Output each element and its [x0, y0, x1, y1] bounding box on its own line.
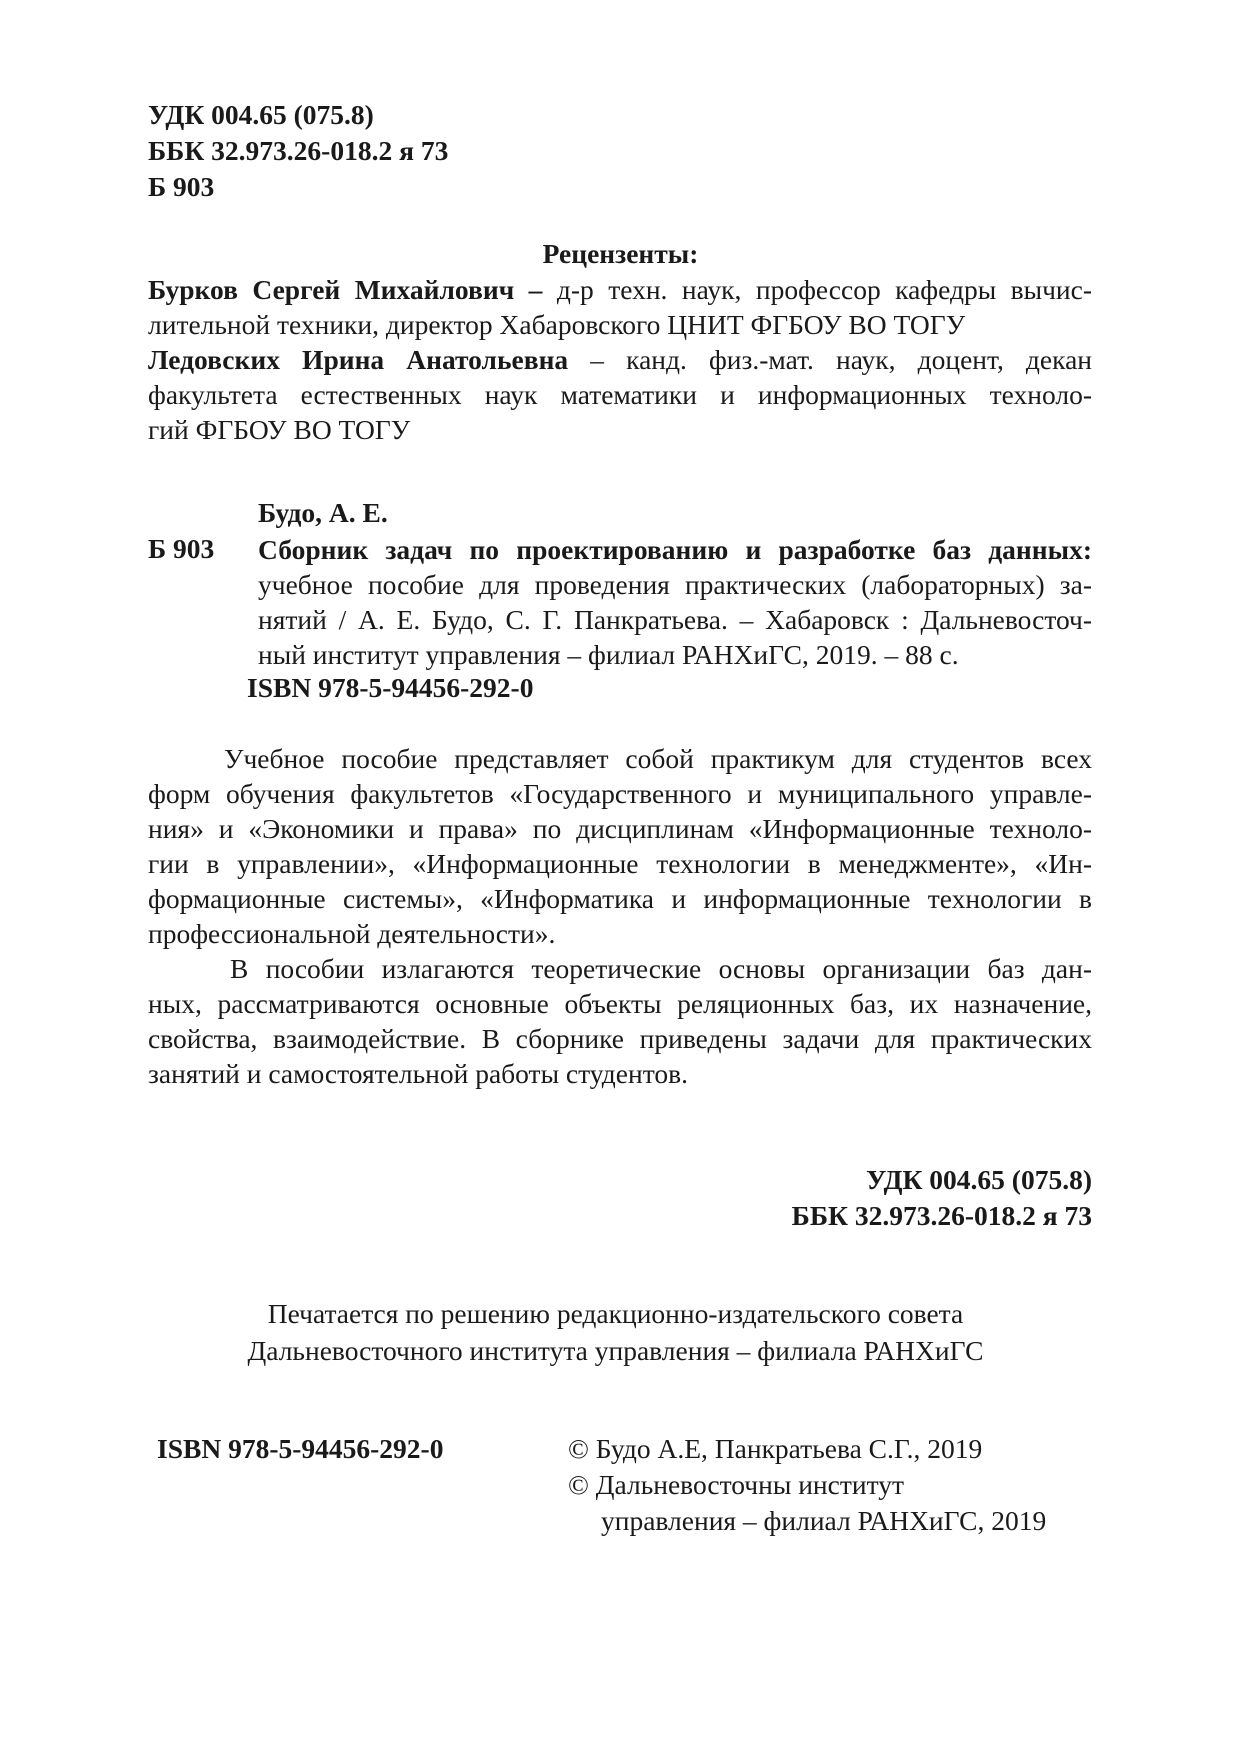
biblio-description: [258, 532, 1092, 672]
annotation-p2-line-2: ных, рассматриваются основные объекты реляционных баз, их назначение,: [148, 988, 1092, 1019]
reviewer-1-line-1: [148, 272, 1092, 307]
annotation-p1-line-1: Учебное пособие представляет собой практикум для студентов всех: [224, 743, 1092, 774]
copyright-institute-line-2: управления – филиал РАНХиГС, 2019: [601, 1505, 1047, 1536]
bbk-code-bottom: ББК 32.973.26-018.2 я 73: [791, 1200, 1092, 1231]
reviewers-title: Рецензенты:: [542, 238, 699, 269]
biblio-line-2: учебное пособие для проведения практических (лабораторных) за-: [258, 569, 1092, 600]
annotation-p2-line-3: свойства, взаимодействие. В сборнике приведены задачи для практических: [148, 1023, 1092, 1054]
copyright-authors: © Будо А.Е, Панкратьева С.Г., 2019: [568, 1433, 983, 1464]
annotation-p2-line-1: В пособии излагаются теоретические основы организации баз дан-: [230, 953, 1092, 984]
biblio-title: Сборник задач по проектированию и разработке баз данных:: [258, 534, 1092, 565]
reviewer-1-line-2: лительной техники, директор Хабаровского ЦНИТ ФГБОУ ВО ТОГУ: [148, 309, 966, 340]
annotation-p1-line-5: формационные системы», «Информатика и информационные технологии в: [148, 883, 1092, 914]
biblio-isbn: ISBN 978-5-94456-292-0: [247, 672, 534, 703]
udk-code-top: УДК 004.65 (075.8): [148, 99, 374, 130]
annotation-p1-line-2: форм обучения факультетов «Государственного и муниципального управле-: [148, 778, 1092, 809]
bbk-code-top: ББК 32.973.26-018.2 я 73: [148, 135, 449, 166]
reviewer-2-credentials: – канд. физ.-мат. наук, доцент, декан: [590, 344, 1092, 375]
reviewers-block: [148, 272, 1092, 447]
reviewer-2-name: Ледовских Ирина Анатольевна: [148, 344, 569, 375]
reviewer-1-name: Бурков Сергей Михайлович –: [148, 274, 543, 305]
annotation: [148, 741, 1092, 1091]
biblio-line-4: ный институт управления – филиал РАНХиГС, 2019. – 88 с.: [258, 639, 959, 670]
udk-code-bottom: УДК 004.65 (075.8): [866, 1164, 1092, 1195]
biblio-author: Будо, А. Е.: [258, 497, 388, 528]
publication-note-line-2: Дальневосточного института управления – филиала РАНХиГС: [247, 1335, 984, 1366]
copyright-institute-line-1: © Дальневосточны институт: [568, 1469, 904, 1500]
reviewer-2-line-1: [148, 342, 1092, 377]
publication-note-line-1: Печатается по решению редакционно-издательского совета: [267, 1298, 964, 1329]
author-mark-top: Б 903: [148, 171, 215, 202]
reviewer-2-line-2: факультета естественных наук математики и информационных техноло-: [148, 379, 1092, 410]
annotation-p2-line-4: занятий и самостоятельной работы студентов.: [148, 1058, 688, 1089]
biblio-line-3: нятий / А. Е. Будо, С. Г. Панкратьева. – Хабаровск : Дальневосточ-: [258, 604, 1092, 635]
biblio-code: Б 903: [148, 533, 215, 564]
reviewer-2-line-3: гий ФГБОУ ВО ТОГУ: [148, 414, 411, 445]
annotation-p1-line-4: гии в управлении», «Информационные технологии в менеджменте», «Ин-: [148, 848, 1092, 879]
annotation-p1-line-6: профессиональной деятельности».: [148, 918, 556, 949]
isbn-bottom: ISBN 978-5-94456-292-0: [157, 1433, 444, 1464]
annotation-p1-line-3: ния» и «Экономики и права» по дисциплинам «Информационные техноло-: [148, 813, 1092, 844]
reviewer-1-credentials: д-р техн. наук, профессор кафедры вычис-: [556, 274, 1093, 305]
